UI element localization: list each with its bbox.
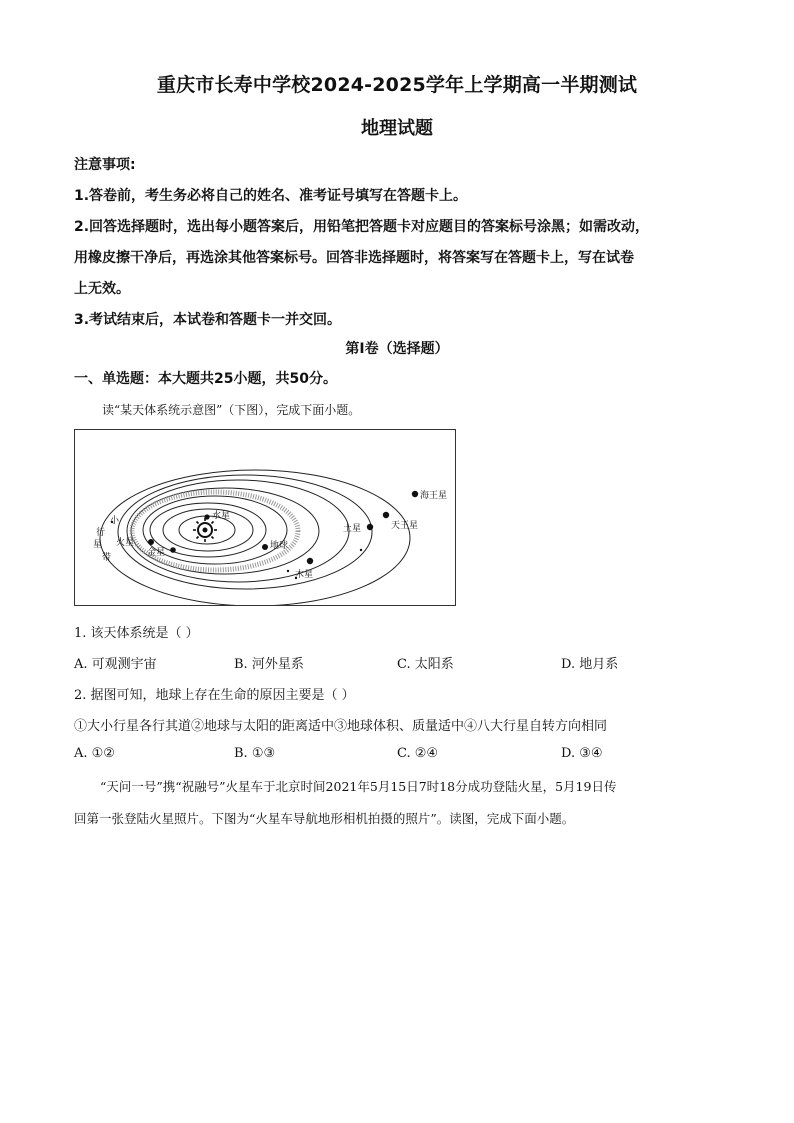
label-venus: 金星 — [147, 548, 166, 558]
uranus-dot — [383, 512, 389, 518]
label-mercury: 水星 — [212, 511, 231, 521]
solar-system-figure — [74, 429, 456, 606]
notes-block — [74, 150, 734, 336]
neptune-dot — [412, 491, 418, 497]
orbit-uranus — [118, 475, 372, 589]
passage-text — [74, 771, 734, 835]
label-uranus: 天王星 — [391, 521, 419, 531]
notes-item-2-cont2: 上无效。 — [74, 281, 130, 297]
label-earth: 地球 — [270, 541, 289, 551]
q2-option-b[interactable]: B. ①③ — [234, 746, 276, 761]
q2-option-d[interactable]: D. ③④ — [561, 746, 603, 761]
venus-dot — [170, 547, 176, 553]
solar-system-diagram — [75, 430, 455, 605]
notes-item-3: 3.考试结束后，本试卷和答题卡一并交回。 — [74, 312, 342, 328]
section-title: 第I卷（选择题） — [345, 341, 449, 357]
q1-option-d[interactable]: D. 地月系 — [561, 657, 619, 672]
label-belt-1: 小 — [110, 516, 120, 526]
mars-dot — [148, 539, 154, 545]
sun-icon — [193, 518, 217, 542]
passage-line-2: 回第一张登陆火星照片。下图为“火星车导航地形相机拍摄的照片”。读图，完成下面小题。 — [74, 811, 575, 826]
question-1-stem: 1. 该天体系统是（ ） — [74, 626, 199, 641]
question-2-statements: ①大小行星各行其道②地球与太阳的距离适中③地球体积、质量适中④八大行星自转方向相同 — [74, 719, 608, 734]
q2-option-c[interactable]: C. ②④ — [397, 746, 439, 761]
jupiter-dot — [307, 558, 313, 564]
q1-option-c[interactable]: C. 太阳系 — [397, 657, 454, 672]
mercury-dot — [204, 514, 209, 519]
question-2-options — [74, 746, 734, 764]
notes-item-2-cont: 用橡皮擦干净后，再选涂其他答案标号。回答非选择题时，将答案写在答题卡上，写在试卷 — [74, 250, 634, 266]
label-belt-3: 星 — [93, 540, 103, 550]
exam-title: 重庆市长寿中学校2024-2025学年上学期高一半期测试 — [156, 74, 638, 96]
asteroid-belt — [132, 492, 298, 570]
q1-option-b[interactable]: B. 河外星系 — [234, 657, 304, 672]
q2-option-a[interactable]: A. ①② — [74, 746, 115, 761]
label-belt-2: 行 — [96, 528, 106, 538]
exam-subtitle: 地理试题 — [361, 118, 433, 139]
question-2-stem: 2. 据图可知，地球上存在生命的原因主要是（ ） — [74, 688, 355, 703]
part-title: 一、单选题：本大题共25小题，共50分。 — [74, 371, 337, 387]
q1-option-a[interactable]: A. 可观测宇宙 — [74, 657, 157, 672]
intro-text: 读“某天体系统示意图”（下图），完成下面小题。 — [102, 403, 361, 417]
earth-dot — [262, 544, 268, 550]
notes-item-2: 2.回答选择题时，选出每小题答案后，用铅笔把答题卡对应题目的答案标号涂黑；如需改动， — [74, 219, 650, 235]
question-1-options — [74, 653, 734, 671]
notes-heading: 注意事项: — [74, 157, 136, 173]
saturn-dot — [367, 524, 373, 530]
passage-line-1: “天问一号”携“祝融号”火星车于北京时间2021年5月15日7时18分成功登陆火星，5月19日传 — [100, 779, 617, 794]
notes-item-1: 1.答卷前，考生务必将自己的姓名、准考证号填写在答题卡上。 — [74, 188, 468, 204]
label-neptune: 海王星 — [420, 491, 448, 501]
label-saturn: 土星 — [343, 524, 362, 534]
label-mars: 火星 — [116, 538, 135, 548]
label-jupiter: 木星 — [295, 570, 314, 580]
label-belt-4: 带 — [102, 553, 112, 563]
